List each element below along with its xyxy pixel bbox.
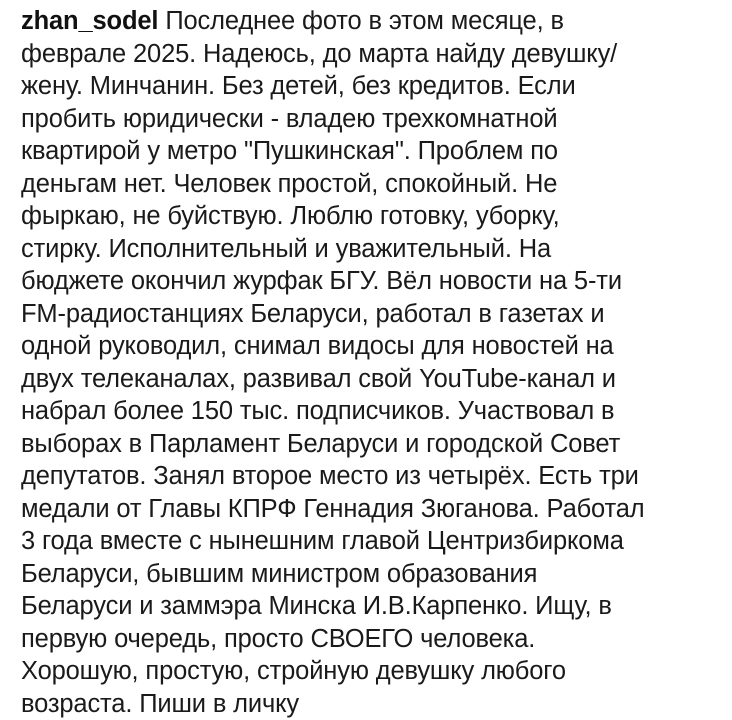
caption-line: одной руководил, снимал видосы для новостей на	[21, 330, 721, 363]
caption-line: Хорошую, простую, стройную девушку любого	[21, 655, 721, 688]
caption-line: квартирой у метро "Пушкинская". Проблем по	[21, 135, 721, 168]
username-link[interactable]: zhan_sodel	[21, 7, 158, 35]
caption-line: бюджете окончил журфак БГУ. Вёл новости на 5-ти	[21, 265, 721, 298]
caption-line: Беларуси, бывшим министром образования	[21, 558, 721, 591]
caption-line: Беларуси и заммэра Минска И.В.Карпенко. Ищу, в	[21, 590, 721, 623]
caption-line: медали от Главы КПРФ Геннадия Зюганова. Работал	[21, 493, 721, 526]
caption-text: Последнее фото в этом месяце, в	[165, 7, 564, 35]
caption-line: первую очередь, просто СВОЕГО человека.	[21, 623, 721, 656]
caption-line: FM-радиостанциях Беларуси, работал в газетах и	[21, 298, 721, 331]
caption-line: двух телеканалах, развивал свой YouTube-канал и	[21, 363, 721, 396]
caption-line: депутатов. Занял второе место из четырёх. Есть три	[21, 460, 721, 493]
caption-line: выборах в Парламент Беларуси и городской Совет	[21, 428, 721, 461]
post-caption	[21, 5, 721, 720]
caption-line: стирку. Исполнительный и уважительный. На	[21, 233, 721, 266]
caption-line: феврале 2025. Надеюсь, до марта найду девушку/	[21, 38, 721, 71]
caption-line: фыркаю, не буйствую. Люблю готовку, уборку,	[21, 200, 721, 233]
caption-line: возраста. Пиши в личку	[21, 688, 721, 720]
caption-line: пробить юридически - владею трехкомнатной	[21, 103, 721, 136]
caption-line: жену. Минчанин. Без детей, без кредитов. Если	[21, 70, 721, 103]
caption-line: 3 года вместе с нынешним главой Центризбиркома	[21, 525, 721, 558]
caption-line	[21, 5, 721, 38]
caption-line: деньгам нет. Человек простой, спокойный. Не	[21, 168, 721, 201]
caption-line: набрал более 150 тыс. подписчиков. Участвовал в	[21, 395, 721, 428]
